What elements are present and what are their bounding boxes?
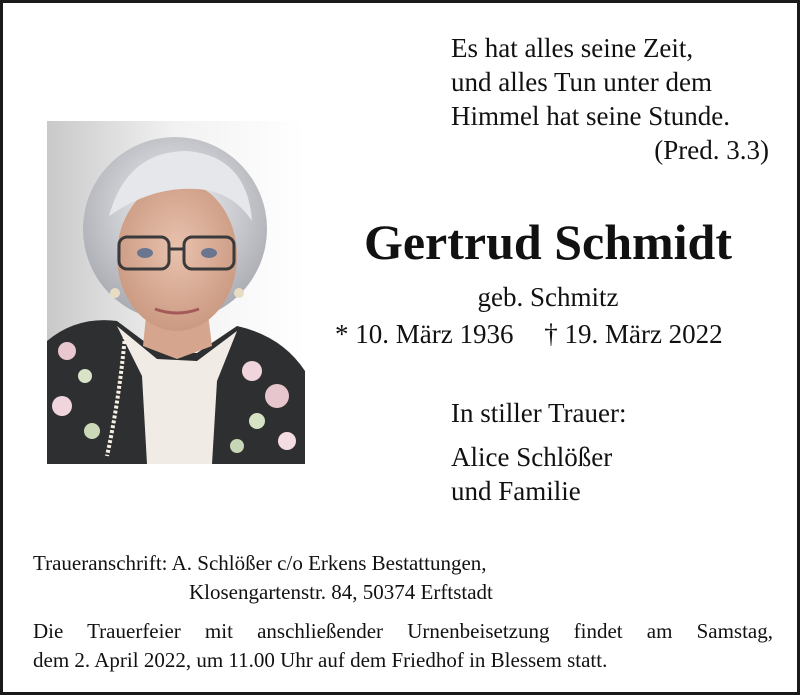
- verse-line: Himmel hat seine Stunde.: [451, 101, 730, 131]
- verse-reference: (Pred. 3.3): [654, 135, 769, 165]
- mourner-name: Alice Schlößer: [451, 442, 613, 472]
- mourning-intro: In stiller Trauer:: [451, 398, 627, 428]
- ceremony-info: [33, 617, 773, 675]
- birth-date: * 10. März 1936: [335, 319, 514, 349]
- death-date: † 19. März 2022: [544, 319, 723, 349]
- birth-name: geb. Schmitz: [477, 282, 619, 312]
- bible-verse: [451, 31, 781, 167]
- address-line: Klosengartenstr. 84, 50374 Erftstadt: [189, 580, 493, 604]
- portrait-illustration: [47, 121, 305, 464]
- verse-line: und alles Tun unter dem: [451, 67, 712, 97]
- mourners-list: [451, 440, 771, 508]
- verse-line: Es hat alles seine Zeit,: [451, 33, 694, 63]
- ceremony-line: Die Trauerfeier mit anschließender Urnenbeisetzung findet am Samstag,: [33, 619, 773, 643]
- mourning-address: [33, 549, 773, 607]
- address-line: Traueranschrift: A. Schlößer c/o Erkens Bestattungen,: [33, 551, 487, 575]
- deceased-name: Gertrud Schmidt: [363, 214, 733, 270]
- mourner-name: und Familie: [451, 476, 581, 506]
- portrait-photo: [47, 121, 305, 464]
- life-dates: [335, 317, 775, 351]
- ceremony-line: dem 2. April 2022, um 11.00 Uhr auf dem Friedhof in Blessem statt.: [33, 648, 608, 672]
